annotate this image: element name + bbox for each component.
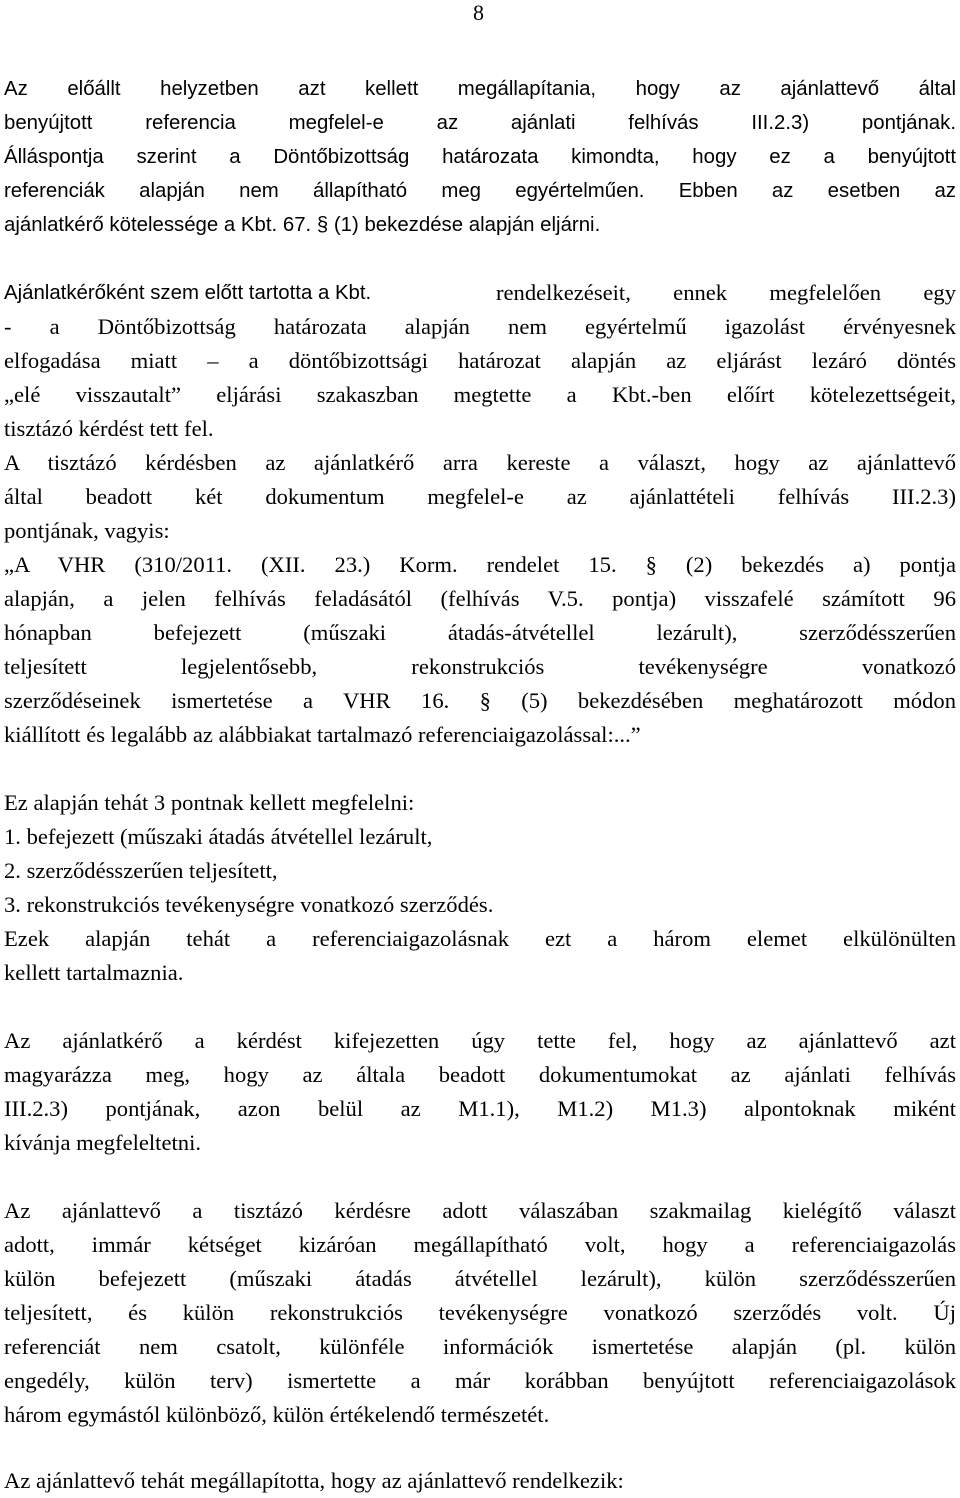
- text-line: magyarázza meg, hogy az általa beadott dokumentumokat az ajánlati felhívás: [4, 1062, 956, 1087]
- text-line: rendelkezéseit, ennek megfelelően egy: [496, 280, 956, 305]
- text-line: adott, immár kétséget kizáróan megállapítható volt, hogy a referenciaigazolás: [4, 1232, 956, 1257]
- text-line: Ez alapján tehát 3 pontnak kellett megfelelni:: [4, 790, 415, 815]
- text-line: teljesített, és külön rekonstrukciós tevékenységre vonatkozó szerződés volt. Új: [4, 1300, 956, 1325]
- text-line: hónapban befejezett (műszaki átadás-átvétellel lezárult), szerződésszerűen: [4, 620, 956, 645]
- text-line: Ajánlatkérőként szem előtt tartotta a Kbt.: [4, 282, 372, 304]
- text-line: tisztázó kérdést tett fel.: [4, 416, 214, 441]
- text-line: Az előállt helyzetben azt kellett megállapítania, hogy az ajánlattevő által: [4, 78, 956, 100]
- text-line: referenciát nem csatolt, különféle információk ismertetése alapján (pl. külön: [4, 1334, 956, 1359]
- text-line: szerződéseinek ismertetése a VHR 16. § (5) bekezdésében meghatározott módon: [4, 688, 956, 713]
- text-line: Az ajánlattevő tehát megállapította, hogy az ajánlattevő rendelkezik:: [4, 1468, 624, 1493]
- text-line: ajánlatkérő kötelessége a Kbt. 67. § (1) bekezdése alapján eljárni.: [4, 214, 601, 236]
- text-line: elfogadása miatt – a döntőbizottsági határozat alapján az eljárást lezáró döntés: [4, 348, 956, 373]
- list-item: 3. rekonstrukciós tevékenységre vonatkozó szerződés.: [4, 892, 494, 917]
- text-line: kiállított és legalább az alábbiakat tartalmazó referenciaigazolással:...”: [4, 722, 641, 747]
- list-item: 2. szerződésszerűen teljesített,: [4, 858, 278, 883]
- text-line: benyújtott referencia megfelel-e az ajánlati felhívás III.2.3) pontjának.: [4, 112, 956, 134]
- text-line: kellett tartalmaznia.: [4, 960, 184, 985]
- text-line: Álláspontja szerint a Döntőbizottság határozata kimondta, hogy ez a benyújtott: [4, 146, 956, 168]
- text-line: A tisztázó kérdésben az ajánlatkérő arra kereste a választ, hogy az ajánlattevő: [4, 450, 956, 475]
- text-line: „elé visszautalt” eljárási szakaszban megtette a Kbt.-ben előírt kötelezettségeit,: [4, 382, 956, 407]
- text-line: Ezek alapján tehát a referenciaigazolásnak ezt a három elemet elkülönülten: [4, 926, 956, 951]
- text-line: kívánja megfeleltetni.: [4, 1130, 201, 1155]
- text-line: Az ajánlatkérő a kérdést kifejezetten úgy tette fel, hogy az ajánlattevő azt: [4, 1028, 956, 1053]
- text-line: - a Döntőbizottság határozata alapján nem egyértelmű igazolást érvényesnek: [4, 314, 956, 339]
- text-line: referenciák alapján nem állapítható meg egyértelműen. Ebben az esetben az: [4, 180, 956, 202]
- text-line: „A VHR (310/2011. (XII. 23.) Korm. rendelet 15. § (2) bekezdés a) pontja: [4, 552, 956, 577]
- page-number: 8: [473, 0, 484, 25]
- text-line: Az ajánlattevő a tisztázó kérdésre adott válaszában szakmailag kielégítő választ: [4, 1198, 956, 1223]
- text-line: engedély, külön terv) ismertette a már korábban benyújtott referenciaigazolások: [4, 1368, 956, 1393]
- text-line: III.2.3) pontjának, azon belül az M1.1), M1.2) M1.3) alpontoknak miként: [4, 1096, 956, 1121]
- text-line: alapján, a jelen felhívás feladásától (felhívás V.5. pontja) visszafelé számított 96: [4, 586, 956, 611]
- text-line: által beadott két dokumentum megfelel-e az ajánlattételi felhívás III.2.3): [4, 484, 956, 509]
- text-line: teljesített legjelentősebb, rekonstrukciós tevékenységre vonatkozó: [4, 654, 956, 679]
- text-line: külön befejezett (műszaki átadás átvétellel lezárult), külön szerződésszerűen: [4, 1266, 956, 1291]
- text-line: pontjának, vagyis:: [4, 518, 170, 543]
- list-item: 1. befejezett (műszaki átadás átvétellel lezárult,: [4, 824, 433, 849]
- text-line: három egymástól különböző, külön értékelendő természetét.: [4, 1402, 550, 1427]
